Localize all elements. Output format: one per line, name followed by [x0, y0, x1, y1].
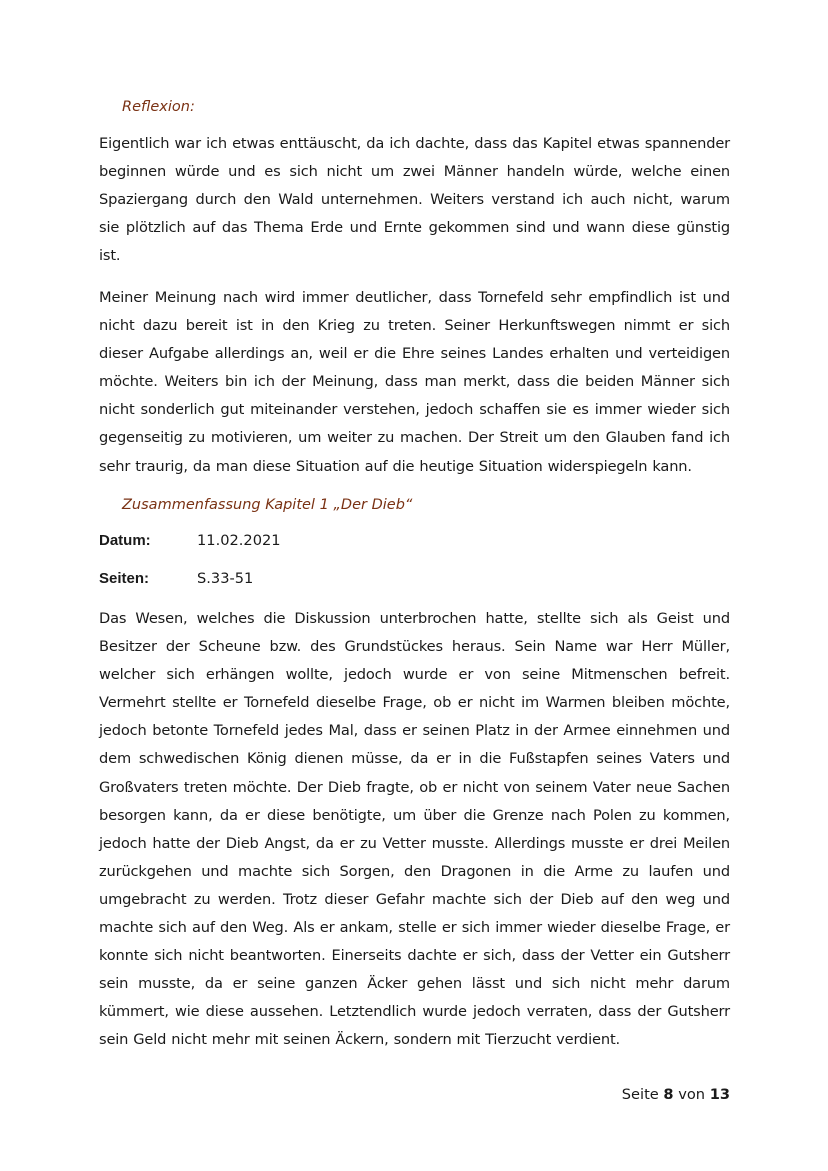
reflection-paragraph-2: Meiner Meinung nach wird immer deutlicher, dass Tornefeld sehr empfindlich ist und nicht dazu bereit ist in den Krieg zu treten. Seiner Herkunftswegen nimmt er sich dieser Aufgabe allerdings an, weil er die Ehre seines Landes erhalten und verteidigen möchte. Weiters bin ich der Meinung, dass man merkt, dass die beiden Männer sich nicht sonderlich gut miteinander verstehen, jedoch schaffen sie es immer wieder sich gegenseitig zu motivieren, um weiter zu machen. Der Streit um den Glauben fand ich sehr traurig, da man diese Situation auf die heutige Situation widerspiegeln kann. — [99, 289, 730, 475]
date-label: Datum: — [99, 532, 151, 549]
reflection-paragraph-1: Eigentlich war ich etwas enttäuscht, da ich dachte, dass das Kapitel etwas spannender beginnen würde und es sich nicht um zwei Männer handeln würde, welche einen Spaziergang durch den Wald unternehmen. Weiters verstand ich auch nicht, warum sie plötzlich auf das Thema Erde und Ernte gekommen sind und wann diese günstig ist. — [99, 135, 730, 265]
date-value: 11.02.2021 — [197, 532, 281, 549]
page-footer — [622, 1086, 730, 1103]
reflection-heading: Reflexion: — [122, 99, 195, 115]
date-row — [99, 532, 281, 552]
summary-heading: Zusammenfassung Kapitel 1 „Der Dieb“ — [122, 497, 413, 513]
footer-total-pages: 13 — [709, 1086, 730, 1103]
pages-label: Seiten: — [99, 570, 150, 587]
footer-separator: von — [678, 1086, 706, 1103]
summary-paragraph: Das Wesen, welches die Diskussion unterbrochen hatte, stellte sich als Geist und Besitzer der Scheune bzw. des Grundstückes heraus. Sein Name war Herr Müller, welcher sich erhängen wollte, jedoch wurde er von seine Mitmenschen befreit. Vermehrt stellte er Tornefeld dieselbe Frage, ob er nicht im Warmen bleiben möchte, jedoch betonte Tornefeld jedes Mal, dass er seinen Platz in der Armee einnehmen und dem schwedischen König dienen müsse, da er in die Fußstapfen seines Vaters und Großvaters treten möchte. Der Dieb fragte, ob er nicht von seinem Vater neue Sachen besorgen kann, da er diese benötigte, um über die Grenze nach Polen zu kommen, jedoch hatte der Dieb Angst, da er zu Vetter musste. Allerdings musste er drei Meilen zurückgehen und machte sich Sorgen, den Dragonen in die Arme zu laufen und umgebracht zu werden. Trotz dieser Gefahr machte sich der Dieb auf den weg und machte sich auf den Weg. Als er ankam, stelle er sich immer wieder dieselbe Frage, er konnte sich nicht beantworten. Einerseits dachte er sich, dass der Vetter ein Gutsherr sein musste, da er seine ganzen Äcker gehen lässt und sich nicht mehr darum kümmert, wie diese aussehen. Letztendlich wurde jedoch verraten, dass der Gutsherr sein Geld nicht mehr mit seinen Äckern, sondern mit Tierzucht verdient. — [99, 610, 730, 1049]
pages-row — [99, 570, 253, 590]
pages-value: S.33-51 — [197, 570, 254, 587]
footer-current-page: 8 — [663, 1086, 674, 1103]
footer-prefix: Seite — [621, 1086, 659, 1103]
